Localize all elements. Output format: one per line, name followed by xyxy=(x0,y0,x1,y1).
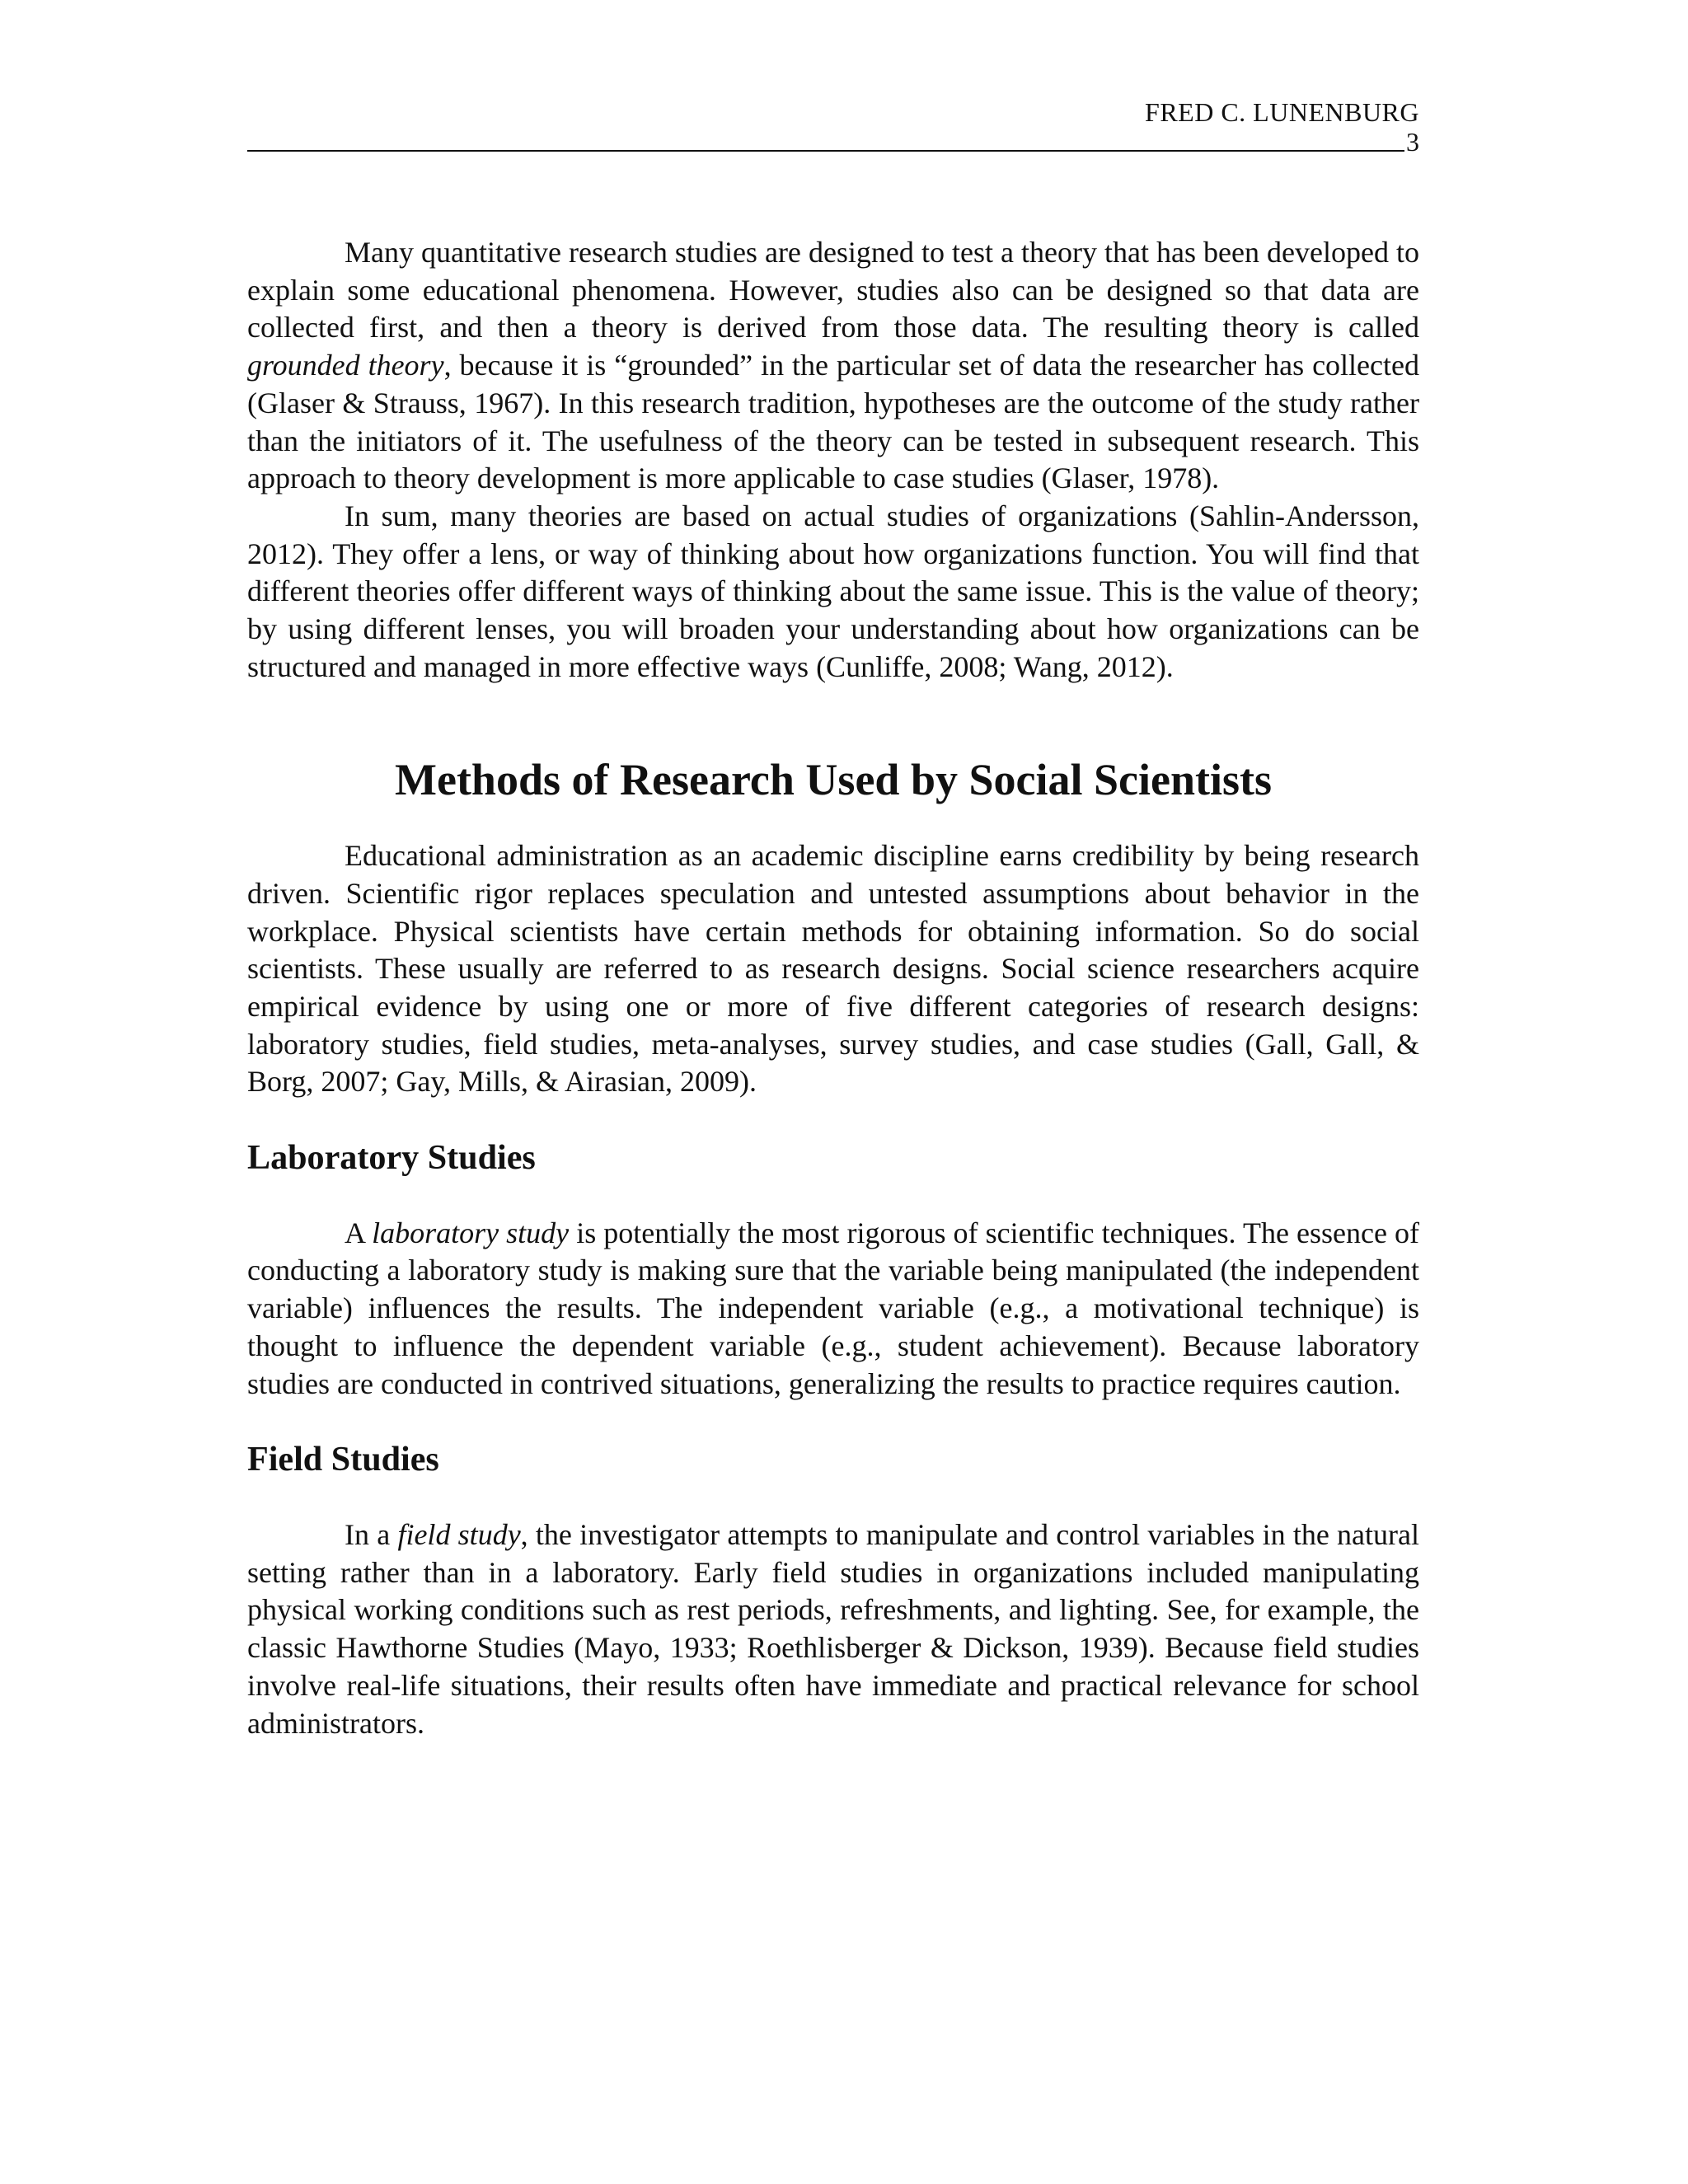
spacer xyxy=(247,1101,1419,1139)
paragraph-text: is potentially the most rigorous of scientific techniques. The essence of conducting a laboratory study is making sure that the variable being manipulated (the independent variable) influences the results. The independent variable (e.g., a motivational technique) is thought to influence the dependent variable (e.g., student achievement). Because laboratory studies are conducted in contrived situations, generalizing the results to practice requires caution. xyxy=(247,1216,1419,1400)
document-body xyxy=(247,234,1419,1742)
header-author: FRED C. LUNENBURG xyxy=(1145,97,1419,127)
header-rule xyxy=(247,150,1404,152)
spacer xyxy=(247,1177,1419,1215)
paragraph-text: , because it is “grounded” in the particular set of data the researcher has collected (Glaser & Strauss, 1967). In this research tradition, hypotheses are the outcome of the study rather than the initiators of it. The usefulness of the theory can be tested in subsequent research. This approach to theory development is more applicable to case studies (Glaser, 1978). xyxy=(247,349,1419,495)
emphasis-field-study: field study xyxy=(397,1517,521,1551)
paragraph-methods: Educational administration as an academic discipline earns credibility by being research driven. Scientific rigor replaces speculation and untested assumptions about behavior in the workplace. Physical scientists have certain methods for obtaining information. So do social scientists. These usually are referred to as research designs. Social science researchers acquire empirical evidence by using one or more of five different categories of research designs: laboratory studies, field studies, meta-analyses, survey studies, and case studies (Gall, Gall, & Borg, 2007; Gay, Mills, & Airasian, 2009). xyxy=(247,839,1419,1099)
paragraph-text: In a xyxy=(345,1517,398,1551)
page-number: 3 xyxy=(1406,127,1419,157)
paragraph-in-sum: In sum, many theories are based on actual studies of organizations (Sahlin-Andersson, 2012). They offer a lens, or way of thinking about how organizations function. You will find that different theories offer different ways of thinking about the same issue. This is the value of theory; by using different lenses, you will broaden your understanding about how organizations can be structured and managed in more effective ways (Cunliffe, 2008; Wang, 2012). xyxy=(247,499,1419,683)
paragraph-text: , the investigator attempts to manipulate and control variables in the natural setting rather than in a laboratory. Early field studies in organizations included manipulating physical working conditions such as rest periods, refreshments, and lighting. See, for example, the classic Hawthorne Studies (Mayo, 1933; Roethlisberger & Dickson, 1939). Because field studies involve real-life situations, their results often have immediate and practical relevance for school administrators. xyxy=(247,1517,1419,1740)
spacer xyxy=(247,686,1419,762)
subheading-laboratory-studies: Laboratory Studies xyxy=(247,1138,536,1178)
paragraph-field-study xyxy=(247,1516,1419,1742)
spacer xyxy=(247,1403,1419,1441)
paragraph-laboratory-study xyxy=(247,1215,1419,1404)
subheading-field-studies: Field Studies xyxy=(247,1440,439,1479)
emphasis-laboratory-study: laboratory study xyxy=(372,1216,570,1249)
paragraph-text: Many quantitative research studies are designed to test a theory that has been developed to explain some educational phenomena. However, studies also can be designed so that data are collected first, and then a theory is derived from those data. The resulting theory is called xyxy=(247,236,1419,344)
spacer xyxy=(247,1479,1419,1516)
section-heading-methods: Methods of Research Used by Social Scientists xyxy=(395,755,1272,805)
paragraph-grounded-theory xyxy=(247,234,1419,498)
paragraph-text: A xyxy=(345,1216,373,1249)
emphasis-grounded-theory: grounded theory xyxy=(247,349,444,382)
running-header xyxy=(247,97,1419,157)
header-rule-row xyxy=(247,127,1419,157)
spacer xyxy=(247,799,1419,837)
